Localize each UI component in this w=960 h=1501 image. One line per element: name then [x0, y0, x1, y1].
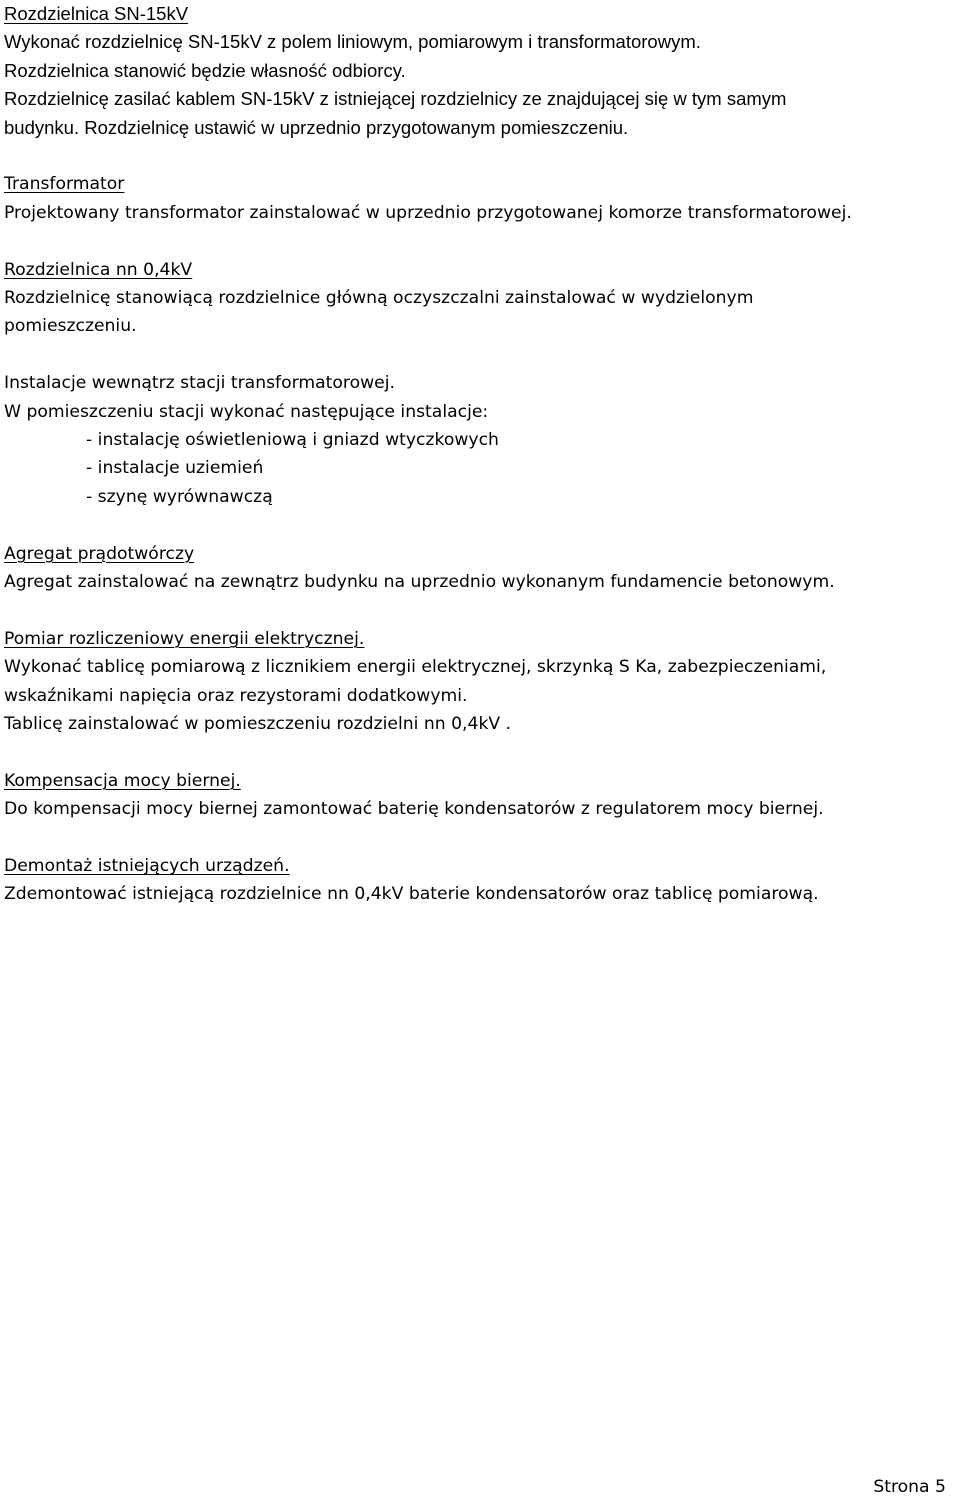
- document-page: [4, 0, 954, 909]
- section-title-instalacje: Instalacje wewnątrz stacji transformatorowej.: [4, 373, 395, 394]
- section-heading-transformator: Transformator: [4, 174, 125, 195]
- list-item: - szynę wyrównawczą: [86, 486, 273, 507]
- list-item: - instalacje uziemień: [86, 458, 264, 479]
- paragraph-line: W pomieszczeniu stacji wykonać następujące instalacje:: [4, 401, 489, 422]
- paragraph-line: Rozdzielnicę stanowiącą rozdzielnice główną oczyszczalni zainstalować w wydzielonym: [4, 288, 754, 309]
- paragraph-line: Zdemontować istniejącą rozdzielnice nn 0,4kV baterie kondensatorów oraz tablicę pomiarową.: [4, 884, 819, 905]
- paragraph-line: budynku. Rozdzielnicę ustawić w uprzednio przygotowanym pomieszczeniu.: [4, 116, 629, 138]
- spacer: [4, 142, 954, 170]
- paragraph-line: Wykonać tablicę pomiarową z licznikiem energii elektrycznej, skrzynką S Ka, zabezpieczeniami,: [4, 657, 827, 678]
- paragraph-line: pomieszczeniu.: [4, 316, 137, 337]
- section-heading-agregat: Agregat prądotwórczy: [4, 543, 195, 564]
- spacer: [4, 511, 954, 539]
- page-number: Strona 5: [873, 1477, 946, 1497]
- paragraph-line: wskaźnikami napięcia oraz rezystorami dodatkowymi.: [4, 685, 468, 706]
- paragraph-line: Projektowany transformator zainstalować w uprzednio przygotowanej komorze transformatorowej.: [4, 202, 852, 223]
- paragraph-line: Rozdzielnica stanowić będzie własność odbiorcy.: [4, 59, 406, 81]
- list-item: - instalację oświetleniową i gniazd wtyczkowych: [86, 430, 499, 451]
- section-heading-demontaz: Demontaż istniejących urządzeń.: [4, 856, 290, 877]
- spacer: [4, 738, 954, 766]
- spacer: [4, 227, 954, 255]
- spacer: [4, 596, 954, 624]
- spacer: [4, 824, 954, 852]
- paragraph-line: Rozdzielnicę zasilać kablem SN-15kV z istniejącej rozdzielnicy ze znajdującej się w tym samym: [4, 88, 787, 110]
- section-heading-sn: Rozdzielnica SN-15kV: [4, 3, 189, 24]
- section-heading-kompensacja: Kompensacja mocy biernej.: [4, 770, 241, 791]
- spacer: [4, 341, 954, 369]
- paragraph-line: Do kompensacji mocy biernej zamontować baterię kondensatorów z regulatorem mocy biernej.: [4, 799, 824, 820]
- section-heading-pomiar: Pomiar rozliczeniowy energii elektrycznej.: [4, 628, 365, 649]
- paragraph-line: Wykonać rozdzielnicę SN-15kV z polem liniowym, pomiarowym i transformatorowym.: [4, 31, 701, 53]
- paragraph-line: Agregat zainstalować na zewnątrz budynku na uprzednio wykonanym fundamencie betonowym.: [4, 572, 835, 593]
- paragraph-line: Tablicę zainstalować w pomieszczeniu rozdzielni nn 0,4kV .: [4, 714, 512, 735]
- section-heading-nn: Rozdzielnica nn 0,4kV: [4, 259, 193, 280]
